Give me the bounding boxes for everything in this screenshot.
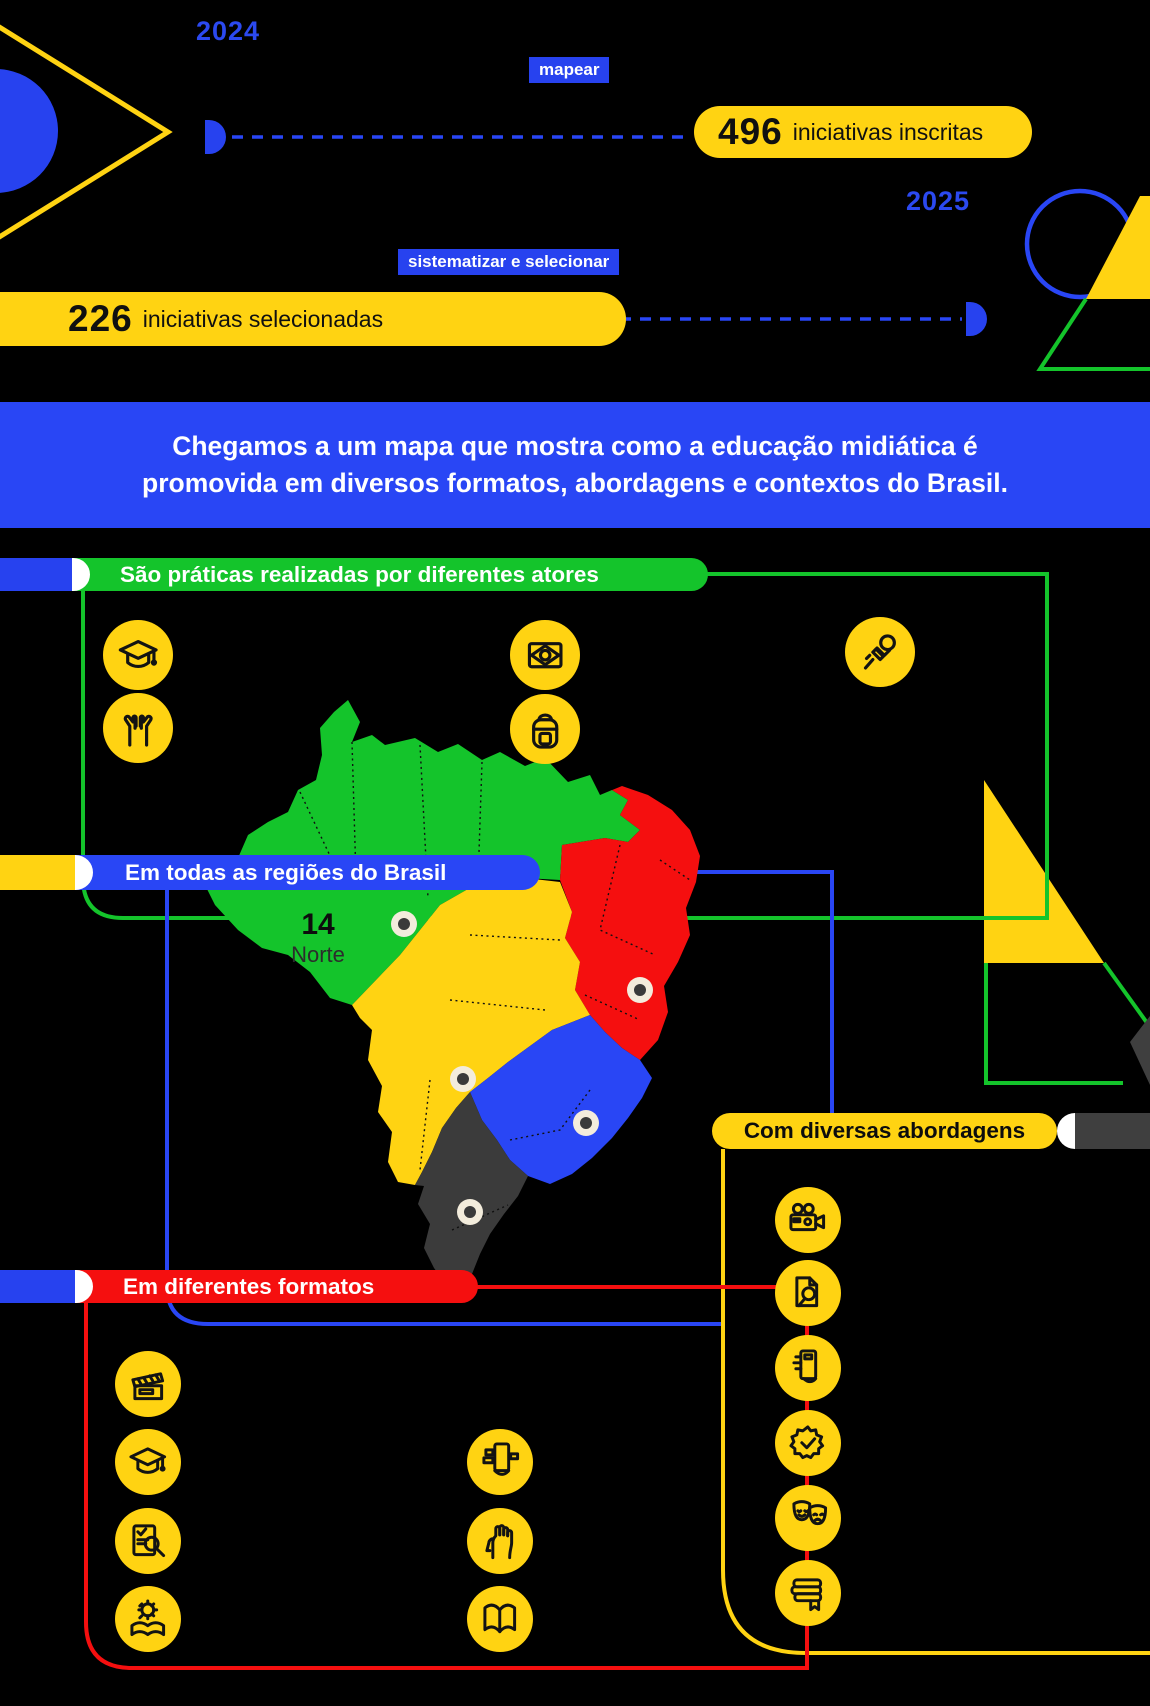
open-book-icon <box>467 1586 533 1652</box>
section-title-regioes <box>75 855 540 890</box>
brazil-map <box>205 700 700 1300</box>
map-north-count: 14 <box>301 908 335 941</box>
result-pill-inscritas <box>694 106 1032 158</box>
green-slant-decoration <box>1104 963 1150 1027</box>
book-stack-icon <box>775 1560 841 1626</box>
action-badge-sistematizar: sistematizar e selecionar <box>398 249 619 275</box>
green-corner-decoration <box>1040 299 1150 369</box>
regioes-title-text: Em todas as regiões do Brasil <box>125 859 447 885</box>
banner-line1: Chegamos a um mapa que mostra como a educação midiática é <box>172 431 978 461</box>
yellow-triangle-decoration <box>984 780 1104 963</box>
banner-line2: promovida em diversos formatos, abordagens e contextos do Brasil. <box>142 468 1008 498</box>
result-pill-selecionadas <box>0 292 626 346</box>
half-circle-decoration <box>0 69 58 193</box>
red-connector-loop <box>86 1292 807 1668</box>
year-2024: 2024 <box>196 16 261 46</box>
banner <box>0 402 1150 528</box>
selecionadas-count: 226 <box>68 298 133 339</box>
action-badge-mapear: mapear <box>529 57 609 83</box>
section-title-formatos <box>75 1270 478 1303</box>
green-frame-decoration <box>986 963 1123 1083</box>
theater-masks-icon <box>775 1485 841 1551</box>
graduation-cap-icon <box>115 1429 181 1495</box>
microphone-icon <box>845 617 915 687</box>
inscritas-count: 496 <box>718 111 783 152</box>
map-north-label: Norte <box>291 942 345 967</box>
marker-norte <box>391 911 417 937</box>
graduation-cap-icon <box>103 620 173 690</box>
formatos-title-text: Em diferentes formatos <box>123 1273 375 1299</box>
marker-sul <box>457 1199 483 1225</box>
praying-hands-icon <box>103 693 173 763</box>
report-magnifier-icon <box>115 1508 181 1574</box>
marker-centro-oeste <box>450 1066 476 1092</box>
brazil-flag-icon <box>510 620 580 690</box>
marker-sudeste <box>573 1110 599 1136</box>
section-title-atores <box>72 558 708 591</box>
gray-triangle-decoration <box>1130 1016 1150 1085</box>
atores-title-text: São práticas realizadas por diferentes atores <box>120 561 599 587</box>
raised-fist-icon <box>467 1508 533 1574</box>
regioes-pill-bar <box>0 855 76 890</box>
inscritas-label: iniciativas inscritas <box>792 118 984 145</box>
section-title-abordagens <box>712 1113 1057 1149</box>
abordagens-title-text: Com diversas abordagens <box>743 1118 1026 1143</box>
selecionadas-label: iniciativas selecionadas <box>142 305 384 332</box>
atores-pill-bar <box>0 558 73 591</box>
seal-check-icon <box>775 1410 841 1476</box>
video-camera-icon <box>775 1187 841 1253</box>
year-2025: 2025 <box>906 186 971 216</box>
phone-hand-icon <box>775 1335 841 1401</box>
marker-nordeste <box>627 977 653 1003</box>
document-magnifier-icon <box>775 1260 841 1326</box>
yellow-wedge-decoration <box>1086 196 1150 299</box>
formatos-pill-bar <box>0 1270 76 1303</box>
clapperboard-icon <box>115 1351 181 1417</box>
gear-book-icon <box>115 1586 181 1652</box>
abordagens-pill-bar <box>1075 1113 1150 1149</box>
backpack-icon <box>510 694 580 764</box>
phone-blocks-icon <box>467 1429 533 1495</box>
